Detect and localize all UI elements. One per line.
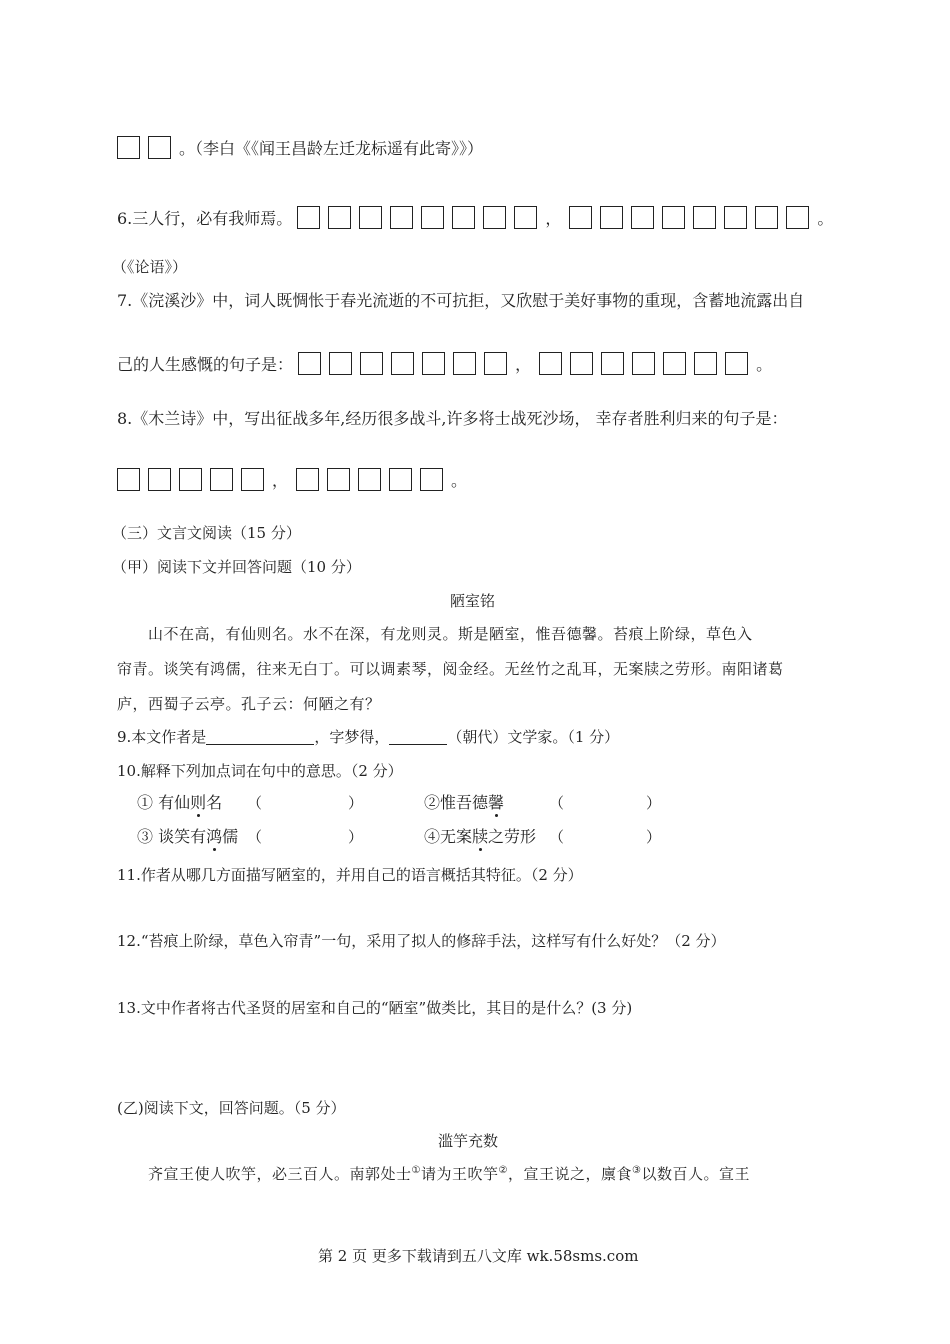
- question-text: 9.本文作者是: [117, 728, 207, 746]
- dotted-word: 馨: [488, 793, 505, 812]
- answer-box[interactable]: [328, 206, 351, 229]
- answer-box[interactable]: [453, 352, 476, 375]
- passage-title: 陋室铭: [450, 592, 496, 610]
- question-13: 13.文中作者将古代圣贤的居室和自己的“陋室”做类比，其目的是什么？(3 分): [117, 999, 633, 1017]
- answer-box[interactable]: [148, 468, 171, 491]
- answer-box[interactable]: [539, 352, 562, 375]
- answer-blank-dynasty[interactable]: [389, 728, 447, 745]
- answer-box[interactable]: [724, 206, 747, 229]
- item-text: ②惟吾德: [424, 793, 489, 812]
- item-text: 名: [206, 793, 223, 812]
- passage-line: 山不在高，有仙则名。水不在深，有龙则灵。斯是陋室，惟吾德馨。苔痕上阶绿，草色入: [148, 625, 753, 643]
- answer-paren-2[interactable]: [549, 792, 661, 814]
- answer-box[interactable]: [725, 352, 748, 375]
- answer-box[interactable]: [298, 352, 321, 375]
- answer-box[interactable]: [570, 352, 593, 375]
- question-7-answer: [117, 352, 772, 376]
- answer-box[interactable]: [327, 468, 350, 491]
- answer-box[interactable]: [786, 206, 809, 229]
- paren-open: （: [247, 794, 263, 812]
- citation: 。（李白《《闻王昌龄左迁龙标遥有此寄》》）: [179, 139, 484, 158]
- question-8-answer: [117, 468, 467, 492]
- footnote-mark: ②: [498, 1165, 508, 1176]
- answer-box[interactable]: [452, 206, 475, 229]
- passage-text: 以数百人。宣王: [641, 1165, 750, 1183]
- answer-paren-4[interactable]: [549, 826, 661, 848]
- question-text: （朝代）文学家。（1 分）: [447, 728, 620, 746]
- answer-paren-1[interactable]: [247, 792, 363, 814]
- answer-box[interactable]: [148, 136, 171, 159]
- paren-open: （: [549, 794, 565, 812]
- answer-box[interactable]: [117, 468, 140, 491]
- answer-box[interactable]: [358, 468, 381, 491]
- paren-open: （: [247, 828, 263, 846]
- question-8: 8.《木兰诗》中，写出征战多年,经历很多战斗,许多将士战死沙场， 幸存者胜利归来的句子是：: [117, 409, 788, 428]
- answer-blank-author[interactable]: [206, 728, 314, 745]
- question-10: 10.解释下列加点词在句中的意思。（2 分）: [117, 762, 403, 780]
- answer-box[interactable]: [297, 206, 320, 229]
- answer-box[interactable]: [421, 206, 444, 229]
- answer-box[interactable]: [663, 352, 686, 375]
- item-text: ④无案: [424, 827, 473, 846]
- question-text: 己的人生感慨的句子是：: [117, 355, 294, 374]
- answer-box[interactable]: [483, 206, 506, 229]
- answer-box[interactable]: [662, 206, 685, 229]
- paren-close: ）: [348, 828, 364, 846]
- footnote-mark: ①: [411, 1165, 421, 1176]
- answer-paren-3[interactable]: [247, 826, 363, 848]
- answer-box[interactable]: [179, 468, 202, 491]
- passage-title: 滥竽充数: [438, 1132, 499, 1150]
- section-heading: （三）文言文阅读（15 分）: [112, 524, 301, 542]
- dotted-word: 则: [190, 793, 207, 812]
- q10-item-3: [137, 826, 238, 848]
- period: 。: [817, 209, 834, 228]
- paren-close: ）: [646, 828, 662, 846]
- period: 。: [451, 471, 468, 490]
- paren-close: ）: [646, 794, 662, 812]
- answer-box[interactable]: [693, 206, 716, 229]
- item-text: 之劳形: [488, 827, 537, 846]
- answer-box[interactable]: [420, 468, 443, 491]
- period: 。: [756, 355, 773, 374]
- comma: ，: [545, 209, 562, 228]
- answer-box[interactable]: [329, 352, 352, 375]
- answer-box[interactable]: [632, 352, 655, 375]
- paren-close: ）: [348, 794, 364, 812]
- answer-box[interactable]: [241, 468, 264, 491]
- part-b-heading: (乙)阅读下文，回答问题。（5 分）: [117, 1099, 346, 1117]
- q10-item-2: [424, 792, 504, 814]
- item-text: 儒: [222, 827, 239, 846]
- dotted-word: 牍: [472, 827, 489, 846]
- question-6: [117, 206, 833, 230]
- comma: ，: [515, 355, 532, 374]
- answer-box[interactable]: [359, 206, 382, 229]
- answer-box[interactable]: [210, 468, 233, 491]
- answer-box[interactable]: [600, 206, 623, 229]
- answer-box[interactable]: [422, 352, 445, 375]
- passage-line: 帘青。谈笑有鸿儒，往来无白丁。可以调素琴，阅金经。无丝竹之乱耳，无案牍之劳形。南阳诸葛: [117, 660, 784, 678]
- page-footer: 第 2 页 更多下载请到五八文库 wk.58sms.com: [318, 1247, 639, 1265]
- q10-item-1: [137, 792, 222, 814]
- answer-box[interactable]: [296, 468, 319, 491]
- answer-box[interactable]: [389, 468, 412, 491]
- answer-box[interactable]: [484, 352, 507, 375]
- dotted-word: 鸿: [206, 827, 223, 846]
- answer-line-5: [117, 136, 483, 160]
- answer-box[interactable]: [391, 352, 414, 375]
- answer-box[interactable]: [755, 206, 778, 229]
- passage-line: 庐，西蜀子云亭。孔子云：何陋之有？: [117, 695, 381, 713]
- question-9: [117, 726, 619, 748]
- passage-text: 齐宣王使人吹竽，必三百人。南郭处士: [148, 1165, 412, 1183]
- answer-box[interactable]: [694, 352, 717, 375]
- q10-item-4: [424, 826, 536, 848]
- answer-box[interactable]: [514, 206, 537, 229]
- question-text: 6.三人行，必有我师焉。: [117, 209, 293, 228]
- part-a-heading: （甲）阅读下文并回答问题（10 分）: [112, 558, 361, 576]
- paren-open: （: [549, 828, 565, 846]
- item-text: ① 有仙: [137, 793, 191, 812]
- passage-text: ，宣王说之，廪食: [507, 1165, 632, 1183]
- question-12: 12.“苔痕上阶绿，草色入帘青”一句，采用了拟人的修辞手法，这样写有什么好处？（2 分）: [117, 932, 726, 950]
- source-lunyu: （《论语》）: [112, 258, 188, 276]
- answer-box[interactable]: [569, 206, 592, 229]
- passage-line: [148, 1163, 750, 1185]
- comma: ，: [272, 471, 289, 490]
- answer-box[interactable]: [631, 206, 654, 229]
- question-text: ，字梦得，: [314, 728, 390, 746]
- question-7: 7.《浣溪沙》中，词人既惆怅于春光流逝的不可抗拒，又欣慰于美好事物的重现，含蓄地流露出自: [117, 291, 805, 310]
- answer-box[interactable]: [360, 352, 383, 375]
- question-11: 11.作者从哪几方面描写陋室的，并用自己的语言概括其特征。（2 分）: [117, 866, 583, 884]
- passage-text: 请为王吹竽: [420, 1165, 499, 1183]
- item-text: ③ 谈笑有: [137, 827, 207, 846]
- footnote-mark: ③: [631, 1165, 642, 1176]
- answer-box[interactable]: [601, 352, 624, 375]
- answer-box[interactable]: [390, 206, 413, 229]
- answer-box[interactable]: [117, 136, 140, 159]
